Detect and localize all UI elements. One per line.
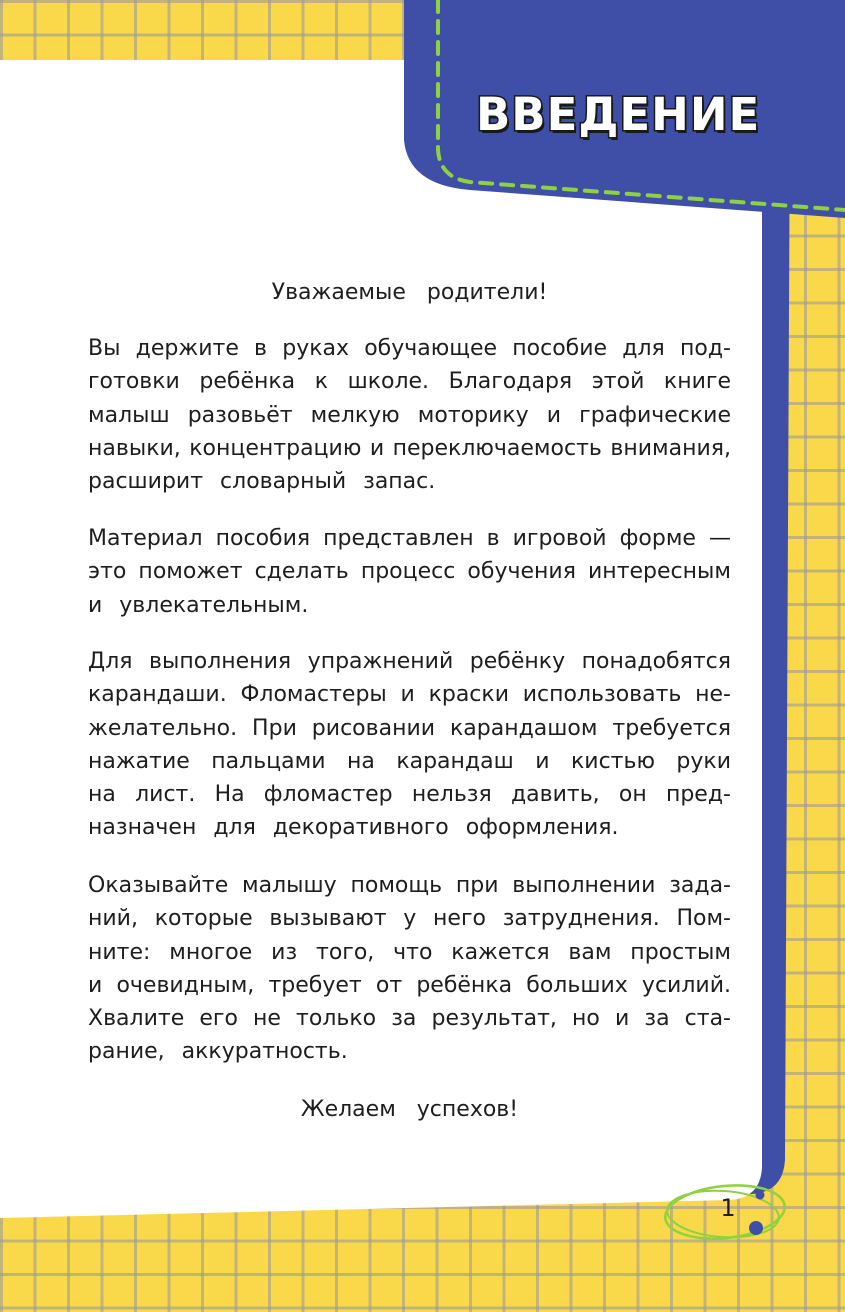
page-title: ВВЕДЕНИЕ	[476, 88, 761, 141]
paragraph-line: расширит словарный запас.	[88, 469, 436, 495]
paragraph-line: желательно. При рисовании карандашом требуется	[88, 715, 731, 741]
paragraph-line: это поможет сделать процесс обучения интересным	[88, 559, 731, 585]
paragraph-line: ните: многое из того, что кажется вам простым	[88, 939, 731, 965]
paragraph-line: навыки, концентрацию и переключаемость внимания,	[88, 435, 731, 461]
paragraph-line: готовки ребёнка к школе. Благодаря этой книге	[88, 369, 731, 395]
paragraph-line: Для выполнения упражнений ребёнку понадобятся	[88, 649, 731, 674]
paragraph-line: ний, которые вызывают у него затруднения. Пом-	[88, 906, 731, 932]
paragraph-line: малыш разовьёт мелкую моторику и графические	[88, 402, 731, 428]
paragraph-1	[88, 332, 731, 498]
paragraph-line: рание, аккуратность.	[88, 1039, 348, 1065]
paragraph-3	[88, 645, 731, 845]
paragraph-line: и увлекательным.	[88, 592, 309, 618]
paragraph-line: Оказывайте малышу помощь при выполнении зада-	[88, 873, 731, 898]
paragraph-4	[88, 869, 731, 1069]
paragraph-line: карандаши. Фломастеры и краски использовать не-	[88, 682, 731, 708]
paragraph-line: и очевидным, требует от ребёнка больших усилий.	[88, 972, 731, 998]
paragraph-line: Материал пособия представлен в игровой форме —	[88, 526, 731, 551]
paragraph-line: нажатие пальцами на карандаш и кистью руки	[88, 748, 731, 774]
greeting: Уважаемые родители!	[271, 280, 548, 305]
page-number: 1	[720, 1194, 736, 1222]
paragraph-line: на лист. На фломастер нельзя давить, он пред-	[88, 782, 731, 808]
paragraph-2	[88, 522, 731, 622]
paragraph-line: Хвалите его не только за результат, но и за ста-	[88, 1006, 731, 1032]
paragraph-line: Вы держите в руках обучающее пособие для под-	[88, 336, 731, 361]
paragraph-line: назначен для декоративного оформления.	[88, 815, 619, 841]
closing: Желаем успехов!	[300, 1097, 519, 1122]
